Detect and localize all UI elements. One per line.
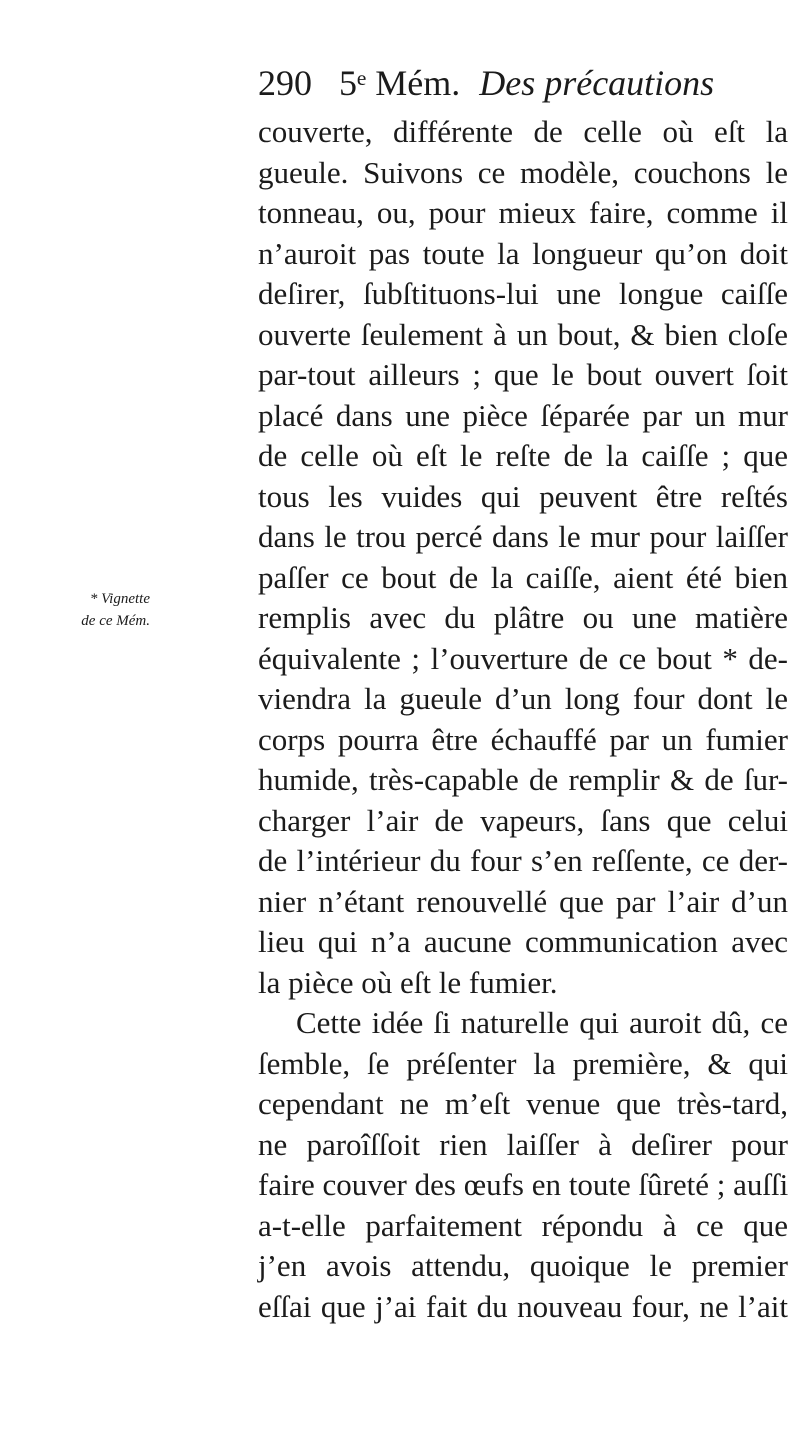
text-line: la pièce où eſt le fumier.: [258, 964, 558, 1000]
text-line: tonneau, ou, pour mieux faire, comme il: [258, 195, 788, 230]
text-line: ne paroîſſoit rien laiſſer à deſirer pour: [258, 1126, 788, 1162]
margin-note-line: de ce Mém.: [81, 613, 150, 629]
text-line: dans le trou percé dans le mur pour laiſſer: [258, 519, 788, 554]
running-head: [258, 58, 714, 108]
text-line: charger l’air de vapeurs, ſans que celui: [258, 802, 788, 838]
text-line: Cette idée ſi naturelle qui auroit dû, ce: [296, 1005, 788, 1040]
text-line: équivalente ; l’ouverture de ce bout * de-: [258, 640, 788, 676]
body-text: [258, 112, 788, 1327]
text-line: corps pourra être échauffé par un fumier: [258, 721, 788, 757]
text-line: humide, très-capable de remplir & de ſur-: [258, 762, 788, 797]
page-number: 290: [258, 63, 312, 103]
text-line: remplis avec du plâtre ou une matière: [258, 600, 788, 635]
text-line: viendra la gueule d’un long four dont le: [258, 681, 788, 716]
text-line: cependant ne m’eſt venue que très-tard,: [258, 1086, 788, 1121]
text-line: paſſer ce bout de la caiſſe, aient été bien: [258, 559, 788, 595]
text-line: deſirer, ſubſtituons-lui une longue caiſſe: [258, 276, 788, 311]
margin-note: [30, 588, 150, 632]
text-line: de celle où eſt le reſte de la caiſſe ; que: [258, 438, 788, 473]
text-line: lieu qui n’a aucune communication avec: [258, 924, 788, 959]
text-line: a-t-elle parfaitement répondu à ce que: [258, 1207, 788, 1243]
text-line: par-tout ailleurs ; que le bout ouvert ſoit: [258, 357, 788, 392]
text-line: gueule. Suivons ce modèle, couchons le: [258, 154, 788, 190]
text-line: n’auroit pas toute la longueur qu’on doit: [258, 235, 788, 271]
text-line: faire couver des œufs en toute ſûreté ; auſſi: [258, 1167, 789, 1202]
margin-note-line: * Vignette: [89, 591, 150, 607]
text-line: couverte, différente de celle où eſt la: [258, 114, 788, 149]
text-line: eſſai que j’ai fait du nouveau four, ne l’ait: [258, 1288, 788, 1324]
running-title: Des précautions: [479, 63, 715, 103]
text-line: j’en avois attendu, quoique le premier: [258, 1248, 788, 1283]
text-line: ſemble, ſe préſenter la première, & qui: [258, 1045, 788, 1081]
text-line: tous les vuides qui peuvent être reſtés: [258, 478, 788, 514]
text-line: de l’intérieur du four s’en reſſente, ce der-: [258, 843, 788, 878]
text-line: nier n’étant renouvellé que par l’air d’un: [258, 883, 788, 919]
memoir-label: 5ᵉ Mém.: [339, 63, 461, 103]
text-line: ouverte ſeulement à un bout, & bien cloſe: [258, 316, 788, 352]
text-line: placé dans une pièce ſéparée par un mur: [258, 397, 788, 433]
